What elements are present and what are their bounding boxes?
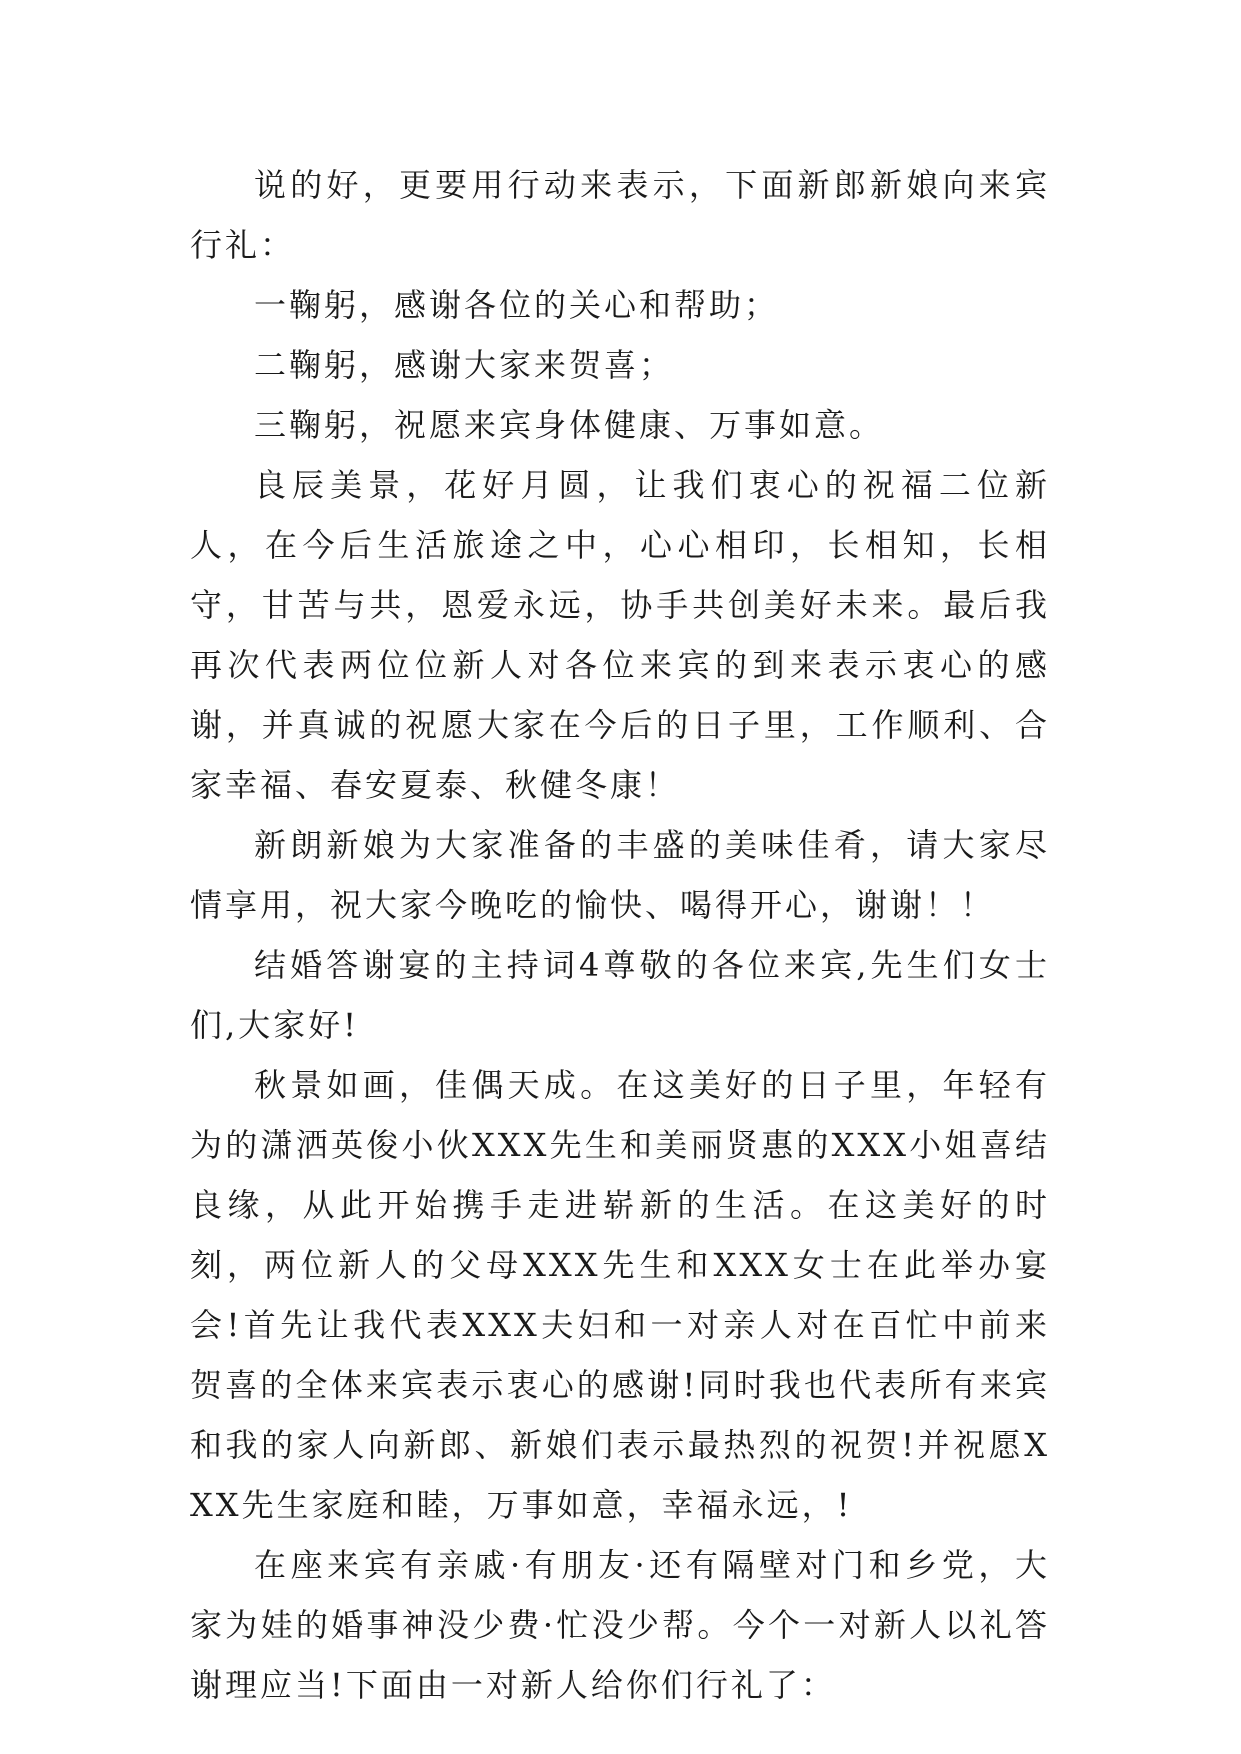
paragraph-banquet: 新朗新娘为大家准备的丰盛的美味佳肴，请大家尽情享用，祝大家今晚吃的愉快、喝得开心，谢谢！！ — [190, 826, 1050, 924]
paragraph-speech-4-greeting: 结婚答谢宴的主持词4尊敬的各位来宾,先生们女士们,大家好! — [190, 946, 1050, 1044]
document-body — [190, 155, 1050, 1715]
paragraph-bow-intro: 说的好，更要用行动来表示，下面新郎新娘向来宾行礼： — [190, 166, 1050, 264]
paragraph-blessing: 良辰美景，花好月圆，让我们衷心的祝福二位新人，在今后生活旅途之中，心心相印，长相知，长相守，甘苦与共，恩爱永远，协手共创美好未来。最后我再次代表两位位新人对各位来宾的到来表示衷心的感谢，并真诚的祝愿大家在今后的日子里，工作顺利、合家幸福、春安夏泰、秋健冬康！ — [190, 466, 1050, 804]
paragraph-autumn-scene: 秋景如画，佳偶天成。在这美好的日子里，年轻有为的潇洒英俊小伙XXX先生和美丽贤惠的XXX小姐喜结良缘，从此开始携手走进崭新的生活。在这美好的时刻，两位新人的父母XXX先生和XXX女士在此举办宴会!首先让我代表XXX夫妇和一对亲人对在百忙中前来贺喜的全体来宾表示衷心的感谢!同时我也代表所有来宾和我的家人向新郎、新娘们表示最热烈的祝贺!并祝愿XXX先生家庭和睦，万事如意，幸福永远，! — [190, 1066, 1050, 1524]
paragraph-guests-thanks: 在座来宾有亲戚·有朋友·还有隔壁对门和乡党，大家为娃的婚事神没少费·忙没少帮。今个一对新人以礼答谢理应当!下面由一对新人给你们行礼了： — [190, 1546, 1050, 1704]
paragraph-third-bow: 三鞠躬，祝愿来宾身体健康、万事如意。 — [254, 406, 885, 444]
paragraph-second-bow: 二鞠躬，感谢大家来贺喜； — [254, 346, 675, 384]
paragraph-first-bow: 一鞠躬，感谢各位的关心和帮助； — [254, 286, 780, 324]
